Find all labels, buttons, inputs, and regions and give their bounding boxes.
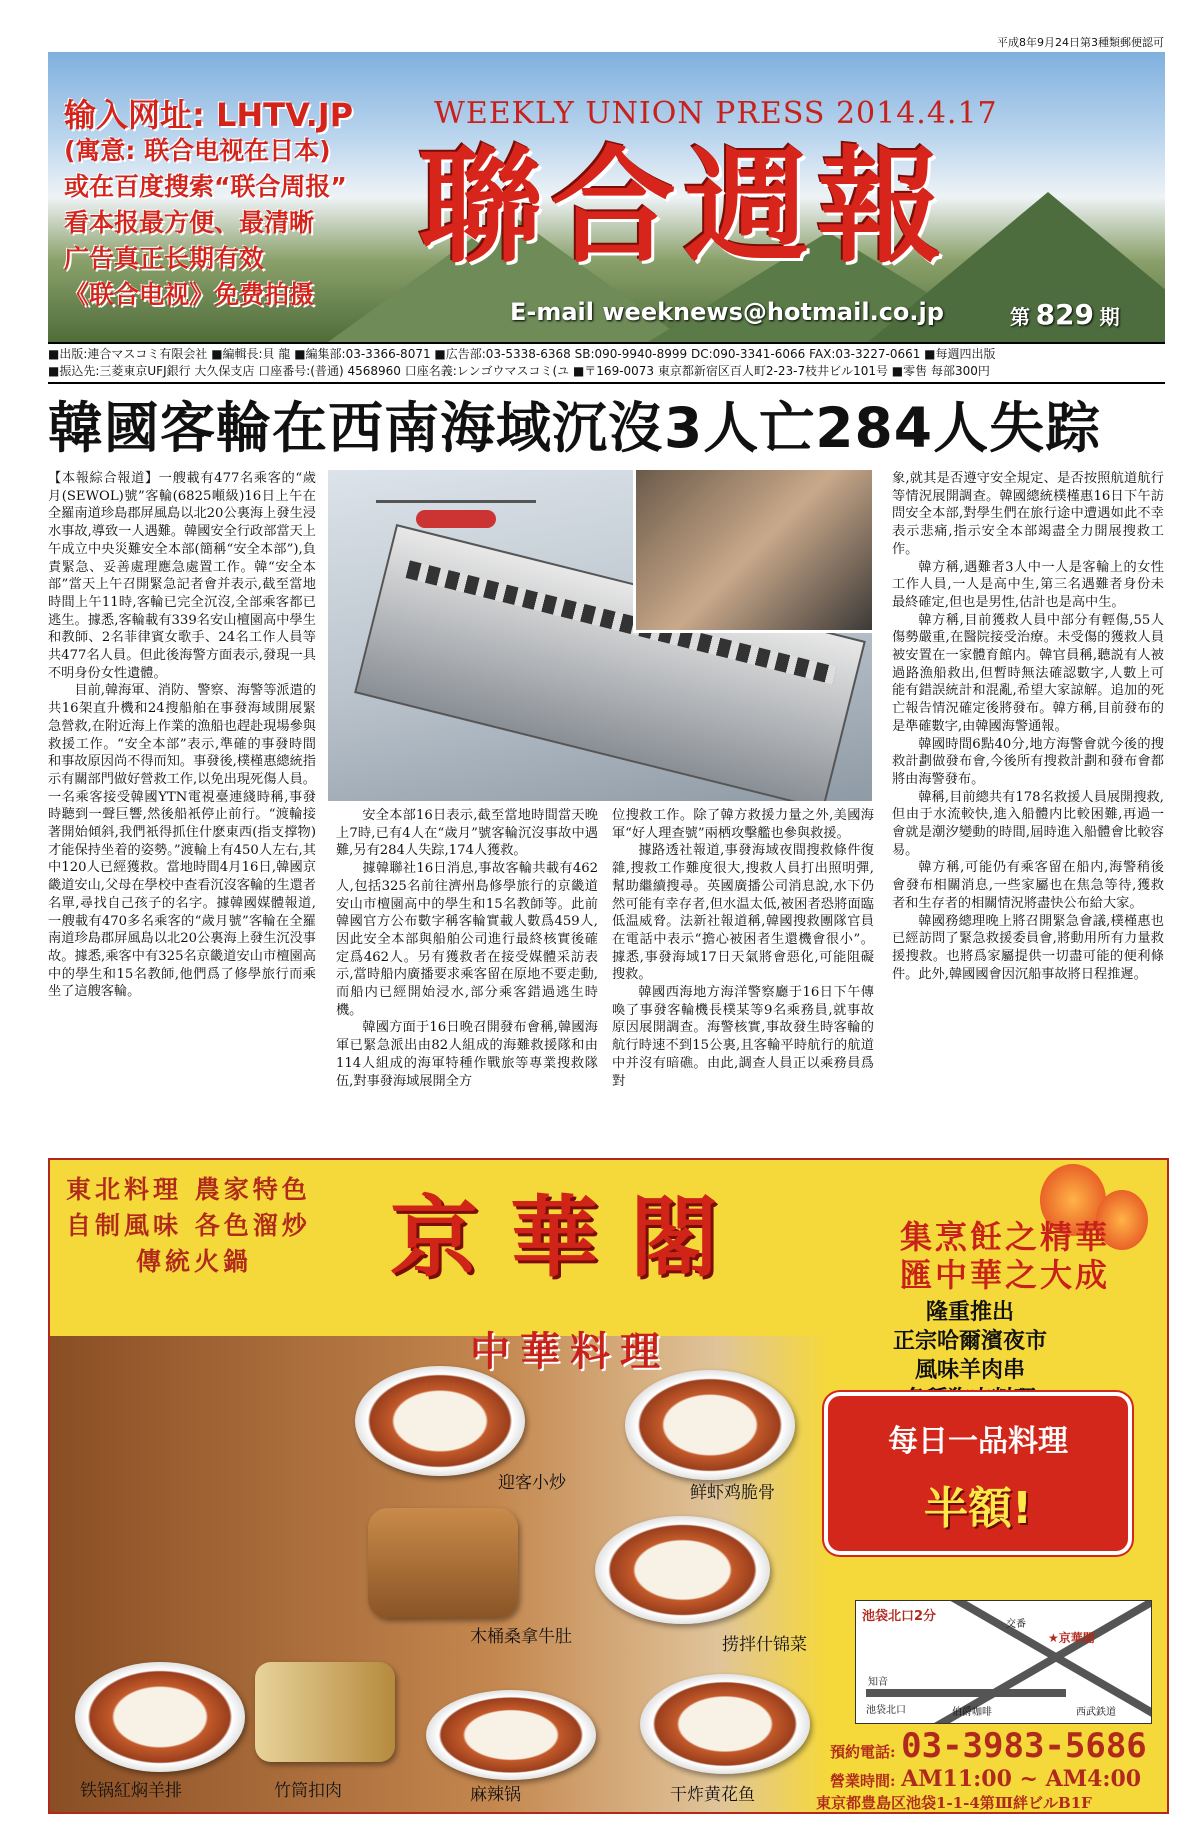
- article-column-4: [892, 470, 1164, 1152]
- paragraph: 據路透社報道,事發海域夜間搜救條件復雜,搜救工作難度很大,搜救人員打出照明彈,幫助繼續搜尋。英國廣播公司消息說,水下仍然可能有幸存者,但水温太低,被困者恐將面臨低温威脅。法新社報道稱,韓國搜救團隊官員在電話中表示“擔心被困者生還機會很小”。據悉,事發海域17日天氣將會惡化,可能阻礙搜救。: [612, 843, 874, 983]
- issue-prefix: 第: [1010, 305, 1030, 329]
- dish-label: 麻辣锅: [470, 1785, 521, 1805]
- paragraph: 韓國方面于16日晚召開發布會稱,韓國海軍已緊急派出由82人組成的海難救援隊和由114人組成的海軍特種作戰旅等專業搜救隊伍,對事發海域展開全方: [336, 1020, 598, 1089]
- paragraph: 位搜救工作。除了韓方救援力量之外,美國海軍“好人理查號”兩栖攻擊艦也參與救援。: [612, 808, 874, 841]
- dish-label: 竹筒扣肉: [274, 1781, 342, 1801]
- publisher-info: [48, 342, 1165, 384]
- paragraph: 一名乘客接受韓國YTN電視臺連綫時稱,事發時聽到一聲巨響,然後船衹停止前行。“渡輪接著開始傾斜,我們衹得抓住什麽東西(指支撑物)才能保持坐着的姿勢。”渡輪上有450人左右,其中120人已經獲救。當地時間4月16日,韓國京畿道安山,父母在學校中查看沉沒客輪的生還者名單,尋找自己孩子的名字。據韓國媒體報道,一艘載有470多名乘客的“歲月號”客輪在全羅南道珍島郡屏風島以北20公裏海上發生沉没事故。據悉,乘客中有325名京畿道安山市檀園高中的學生和15名教師,他們爲了修學旅行而乘坐了這艘客輪。: [48, 789, 316, 1000]
- paragraph: 【本報綜合報道】一艘載有477名乘客的“歲月(SEWOL)號”客輪(6825噸級)16日上午在全羅南道珍島郡屏風島以北20公裏海上發生浸水事故,導致一人遇難。韓國安全行政部當天上午成立中央災難安全本部(簡稱“安全本部”),負責緊急、妥善處理應急處置工作。韓“安全本部”當天上午召開緊急記者會并表示,截至當地時間上午11時,客輪已完全沉沒,全部乘客都已逃生。據悉,客輪載有339名安山檀園高中學生和教師、2名菲律賓女歌手、24名工作人員等共477名人員。但此後海警方面表示,發現一具不明身份女性遺體。: [48, 471, 316, 681]
- dish-label: 铁锅紅焖羊排: [80, 1781, 182, 1801]
- phone-number: 03-3983-5686: [901, 1726, 1147, 1766]
- dish-image: [355, 1366, 525, 1476]
- badge-line: 每日一品料理: [888, 1424, 1068, 1459]
- paragraph: 韓方稱,可能仍有乘客留在船内,海警稍後會發布相關消息,一些家屬也在焦急等待,獲救者和生存者的相關情況將盡快公布給大家。: [892, 860, 1164, 911]
- article-column-2: [336, 807, 598, 1152]
- issue-value: 829: [1035, 298, 1095, 331]
- recommend-item: 隆重推出: [925, 1299, 1014, 1325]
- dish-label: 捞拌什锦菜: [722, 1635, 807, 1655]
- dish-image: [595, 1516, 770, 1624]
- paragraph: 韓國時間6點40分,地方海警會就今後的搜救計劃做發布會,今後所有搜救計劃和發布會都將由海警發布。: [892, 736, 1164, 787]
- dish-image: [75, 1662, 245, 1772]
- recommend-item: 正宗哈爾濱夜市: [892, 1328, 1047, 1354]
- masthead: [48, 52, 1165, 342]
- recommend-item: 風味羊肉串: [914, 1357, 1025, 1383]
- cuisine-title: 中華料理: [470, 1328, 670, 1375]
- phone-label: 預約電話:: [830, 1743, 896, 1761]
- postal-note: 平成8年9月24日第3種類郵便認可: [997, 36, 1164, 49]
- slogan-line: 東北料理 農家特色: [66, 1175, 311, 1204]
- paragraph: 目前,韓海軍、消防、警察、海警等派遣的共16架直升機和24搜船舶在事發海域開展緊急營救,在附近海上作業的漁船也趕赴現場參與救援工作。“安全本部”表示,準確的事發時間和事故原因尚不得而知。事發後,樸槿惠總統指示有關部門做好營救工作,以免出現死傷人員。: [48, 683, 316, 787]
- info-line: ■振込先:三菱東京UFJ銀行 大久保支店 口座番号:(普通) 4568960 口座名義:レンゴウマスコミ(ユ ■〒169-0073 東京都新宿区百人町2-23-7枝井ビル101号 ■零售 每部300円: [48, 364, 990, 378]
- paragraph: 韓方稱,目前獲救人員中部分有輕傷,55人傷勢嚴重,在醫院接受治療。未受傷的獲救人員被安置在一家體育館内。韓官員稱,聽説有人被過路漁船救出,但暫時無法確認數字,人數上可能有錯誤統計和混亂,希望大家諒解。追加的死亡報告情況確定後將發布。韓方稱,目前發布的是準確數字,由韓國海警通報。: [892, 612, 1164, 734]
- promo-text: [64, 97, 364, 313]
- promo-line: 或在百度搜索“联合周报”: [64, 172, 347, 201]
- paragraph: 象,就其是否遵守安全規定、是否按照航道航行等情況展開調查。韓國總統樸槿惠16日下午訪問安全本部,對學生們在旅行途中遭遇如此不幸表示悲痛,指示安全本部竭盡全力開展搜救工作。: [892, 471, 1164, 557]
- dish-image: [255, 1662, 395, 1762]
- map-road: [866, 1689, 1066, 1697]
- info-line: ■出版:連合マスコミ有限会社 ■編輯長:貝 龍 ■編集部:03-3366-8071 ■広告部:03-5338-6368 SB:090-9940-8999 DC:090-3341-6066 FAX:03-3227-0661 ■每週四出版: [48, 347, 996, 361]
- restaurant-name: 京華閣: [390, 1186, 751, 1289]
- ad-right-slogan: [900, 1218, 1110, 1294]
- paragraph: 韓方稱,遇難者3人中一人是客輪上的女性工作人員,一人是高中生,第三名遇難者身份未最終確定,但也是男性,估計也是高中生。: [892, 559, 1164, 610]
- headline: 韓國客輪在西南海域沉沒3人亡284人失踪: [48, 396, 1102, 460]
- issue-number: [1010, 298, 1120, 331]
- dish-label: 鲜虾鸡脆骨: [690, 1483, 775, 1503]
- slogan-line: 傳統火鍋: [136, 1247, 253, 1276]
- promo-line: 《联合电视》免费拍摄: [64, 280, 315, 309]
- map-station-label: 池袋北口2分: [862, 1609, 937, 1624]
- issue-suffix: 期: [1099, 305, 1120, 329]
- paragraph: 韓稱,目前總共有178名救援人員展開搜救,但由于水流較快,進入船體内比較困難,再過一會就是潮汐變動的時間,屆時進入船體會比較容易。: [892, 789, 1164, 858]
- map-road: [914, 1600, 1152, 1724]
- map-label: 知音: [868, 1677, 888, 1688]
- dish-label: 迎客小炒: [498, 1473, 566, 1493]
- hours-line: [830, 1766, 1141, 1792]
- newspaper-title: 聯合週報: [418, 135, 950, 280]
- weekly-date-line: WEEKLY UNION PRESS 2014.4.17: [434, 96, 998, 131]
- dish-image: [368, 1508, 518, 1618]
- ad-left-slogan: [66, 1172, 351, 1280]
- promo-line: 输入网址: LHTV.JP: [64, 96, 354, 134]
- shop-address: 東京都豊島区池袋1-1-4第Ⅲ絆ビルB1F: [816, 1794, 1092, 1812]
- map-shop-label: ★京華閣: [1048, 1631, 1095, 1645]
- dish-label: 木桶桑拿牛肚: [470, 1627, 572, 1647]
- promo-line: (寓意: 联合电视在日本): [64, 136, 331, 165]
- restaurant-ad: [48, 1158, 1169, 1814]
- hours-value: AM11:00 ~ AM4:00: [901, 1766, 1142, 1792]
- paragraph: 安全本部16日表示,截至當地時間當天晚上7時,已有4人在“歲月”號客輪沉沒事故中遇難,另有284人失踪,174人獲救。: [336, 808, 598, 859]
- promo-line: 广告真正长期有效: [64, 244, 265, 273]
- dish-image: [426, 1690, 596, 1780]
- phone-line: [830, 1726, 1147, 1766]
- paragraph: 韓國西海地方海洋警察廳于16日下午傳喚了事發客輪機長樸某等9名乘務員,就事故原因展開調查。海警核實,事故發生時客輪的航行時速不到15公裏,且客輪平時航行的航道中并沒有暗礁。由此,調查人員正以乘務員爲對: [612, 985, 874, 1089]
- map-label: 西武鉄道: [1076, 1707, 1116, 1718]
- dish-label: 干炸黄花鱼: [670, 1785, 755, 1805]
- dish-image: [640, 1674, 810, 1774]
- map-label: 交番: [1006, 1619, 1026, 1630]
- daily-special-badge: [828, 1396, 1128, 1551]
- hours-label: 營業時間:: [830, 1772, 896, 1790]
- paragraph: 韓國務總理晚上將召開緊急會議,樸槿惠也已經訪問了緊急救援委員會,將動用所有力量救援搜救。也將爲家屬提供一切盡可能的便利條件。此外,韓國國會因沉船事故將日程推遲。: [892, 913, 1164, 982]
- article-column-3: [612, 807, 874, 1152]
- map-label: 伯爵咖啡: [952, 1707, 992, 1718]
- slogan-line: 自制風味 各色溜炒: [66, 1211, 311, 1240]
- news-photo: [328, 470, 872, 801]
- slogan-line: 匯中華之大成: [900, 1256, 1111, 1294]
- email-line: E-mail weeknews@hotmail.co.jp: [510, 298, 944, 326]
- paragraph: 據韓聯社16日消息,事故客輪共載有462人,包括325名前往濟州島修學旅行的京畿道安山市檀園高中的學生和15名教師等。此前韓國官方公布數字稱客輪實載人數爲459人,因此安全本部與船舶公司進行最終核實後確定爲462人。另有獲救者在接受媒體采訪表示,當時船内廣播要求乘客留在原地不要走動,而船内已經開始浸水,部分乘客錯過逃生時機。: [336, 861, 598, 1018]
- location-map: [855, 1600, 1152, 1724]
- article-column-1: [48, 470, 316, 1152]
- map-street-label: 池袋北口: [866, 1705, 906, 1716]
- slogan-line: 集烹飪之精華: [900, 1218, 1111, 1256]
- helicopter-shape: [416, 510, 496, 528]
- dish-image: [625, 1370, 795, 1480]
- inset-photo-families: [633, 470, 872, 633]
- badge-line: 半額!: [923, 1483, 1033, 1534]
- promo-line: 看本报最方便、最清晰: [64, 208, 315, 237]
